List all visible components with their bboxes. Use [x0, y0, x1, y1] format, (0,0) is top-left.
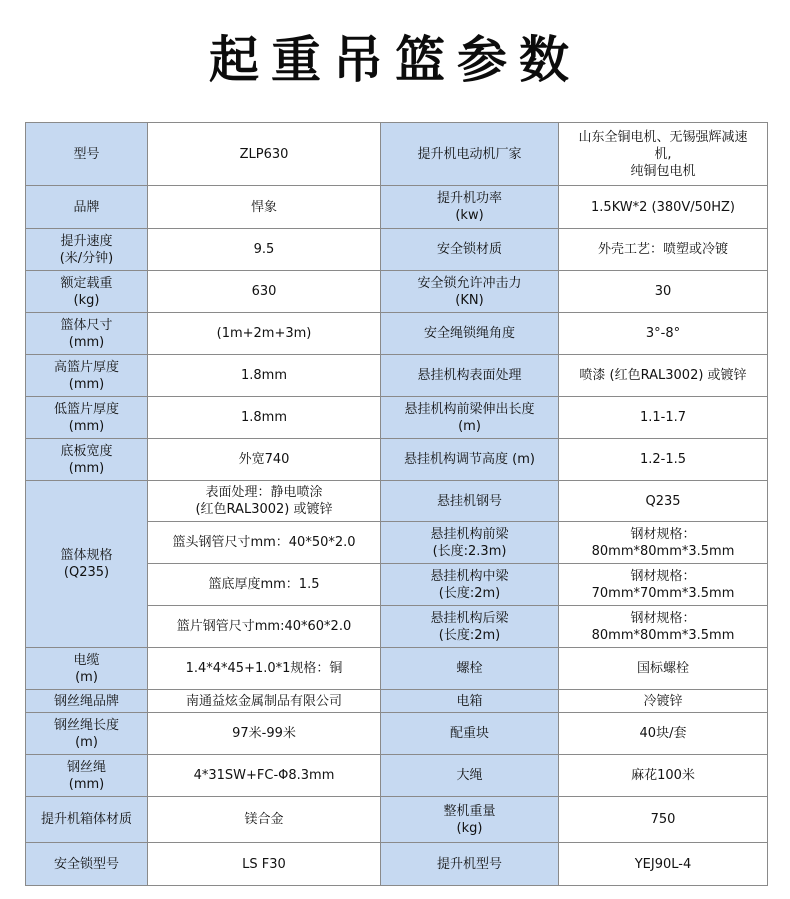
- param-label: 大绳: [381, 755, 559, 797]
- param-label: 品牌: [26, 186, 148, 229]
- param-value: 钢材规格：80mm*80mm*3.5mm: [559, 522, 768, 564]
- table-row: [26, 648, 768, 690]
- param-label: 钢丝绳品牌: [26, 690, 148, 713]
- table-row: [26, 271, 768, 313]
- param-value: 喷漆 (红色RAL3002) 或镀锌: [559, 355, 768, 397]
- param-label: 电箱: [381, 690, 559, 713]
- param-value: 1.5KW*2 (380V/50HZ): [559, 186, 768, 229]
- param-value: 镁合金: [148, 797, 381, 843]
- param-value: ZLP630: [148, 123, 381, 186]
- param-value: 篮头钢管尺寸mm：40*50*2.0: [148, 522, 381, 564]
- table-row: [26, 313, 768, 355]
- table-row: [26, 690, 768, 713]
- param-value: 9.5: [148, 229, 381, 271]
- table-row: [26, 843, 768, 886]
- param-value: 钢材规格：70mm*70mm*3.5mm: [559, 564, 768, 606]
- param-label: 悬挂机构调节高度 (m): [381, 439, 559, 481]
- param-value: 外宽740: [148, 439, 381, 481]
- table-row: [26, 713, 768, 755]
- spec-table: [25, 122, 768, 886]
- param-value: 1.4*4*45+1.0*1规格：铜: [148, 648, 381, 690]
- table-row: [26, 397, 768, 439]
- param-label: 安全锁型号: [26, 843, 148, 886]
- table-row: [26, 355, 768, 397]
- param-label: 整机重量 (kg): [381, 797, 559, 843]
- param-value: 国标螺栓: [559, 648, 768, 690]
- param-value: 悍象: [148, 186, 381, 229]
- param-value: 97米-99米: [148, 713, 381, 755]
- param-label: 安全锁材质: [381, 229, 559, 271]
- page-title: 起重吊篮参数: [209, 31, 581, 89]
- param-value: 1.1-1.7: [559, 397, 768, 439]
- param-label: 电缆 (m): [26, 648, 148, 690]
- param-value: 篮片钢管尺寸mm:40*60*2.0: [148, 606, 381, 648]
- param-value: LS F30: [148, 843, 381, 886]
- param-label: 篮体规格 (Q235): [26, 481, 148, 648]
- param-value: (1m+2m+3m): [148, 313, 381, 355]
- param-label: 提升机箱体材质: [26, 797, 148, 843]
- param-value: 冷镀锌: [559, 690, 768, 713]
- param-label: 钢丝绳长度 (m): [26, 713, 148, 755]
- param-label: 安全锁允许冲击力 (KN): [381, 271, 559, 313]
- param-label: 安全绳锁绳角度: [381, 313, 559, 355]
- param-label: 悬挂机构中梁 (长度:2m): [381, 564, 559, 606]
- param-label: 螺栓: [381, 648, 559, 690]
- param-label: 篮体尺寸 (mm): [26, 313, 148, 355]
- param-label: 型号: [26, 123, 148, 186]
- param-label: 悬挂机构表面处理: [381, 355, 559, 397]
- param-label: 提升机型号: [381, 843, 559, 886]
- title-area: [0, 0, 790, 122]
- param-label: 提升速度 (米/分钟): [26, 229, 148, 271]
- param-value: 750: [559, 797, 768, 843]
- param-value: 40块/套: [559, 713, 768, 755]
- param-label: 高篮片厚度 (mm): [26, 355, 148, 397]
- param-value: 1.2-1.5: [559, 439, 768, 481]
- param-value: 南通益炫金属制品有限公司: [148, 690, 381, 713]
- param-value: 3°-8°: [559, 313, 768, 355]
- table-row: [26, 186, 768, 229]
- param-label: 悬挂机构前梁 (长度:2.3m): [381, 522, 559, 564]
- param-value: Q235: [559, 481, 768, 522]
- param-label: 配重块: [381, 713, 559, 755]
- param-label: 悬挂机构后梁 (长度:2m): [381, 606, 559, 648]
- table-row: [26, 481, 768, 522]
- table-row: [26, 123, 768, 186]
- param-value: 钢材规格：80mm*80mm*3.5mm: [559, 606, 768, 648]
- param-value: 表面处理：静电喷涂 (红色RAL3002) 或镀锌: [148, 481, 381, 522]
- param-value: 麻花100米: [559, 755, 768, 797]
- param-value: 630: [148, 271, 381, 313]
- param-value: 1.8mm: [148, 355, 381, 397]
- param-label: 悬挂机构前梁伸出长度 (m): [381, 397, 559, 439]
- param-label: 低篮片厚度 (mm): [26, 397, 148, 439]
- param-value: 山东全铜电机、无锡强辉减速 机, 纯铜包电机: [559, 123, 768, 186]
- param-label: 提升机电动机厂家: [381, 123, 559, 186]
- param-value: YEJ90L-4: [559, 843, 768, 886]
- param-label: 提升机功率 (kw): [381, 186, 559, 229]
- param-label: 悬挂机钢号: [381, 481, 559, 522]
- param-value: 1.8mm: [148, 397, 381, 439]
- table-row: [26, 229, 768, 271]
- param-value: 外壳工艺：喷塑或冷镀: [559, 229, 768, 271]
- param-value: 30: [559, 271, 768, 313]
- param-label: 额定载重 (kg): [26, 271, 148, 313]
- param-value: 篮底厚度mm：1.5: [148, 564, 381, 606]
- param-value: 4*31SW+FC-Φ8.3mm: [148, 755, 381, 797]
- table-row: [26, 755, 768, 797]
- table-row: [26, 797, 768, 843]
- param-label: 钢丝绳 (mm): [26, 755, 148, 797]
- param-label: 底板宽度 (mm): [26, 439, 148, 481]
- table-row: [26, 439, 768, 481]
